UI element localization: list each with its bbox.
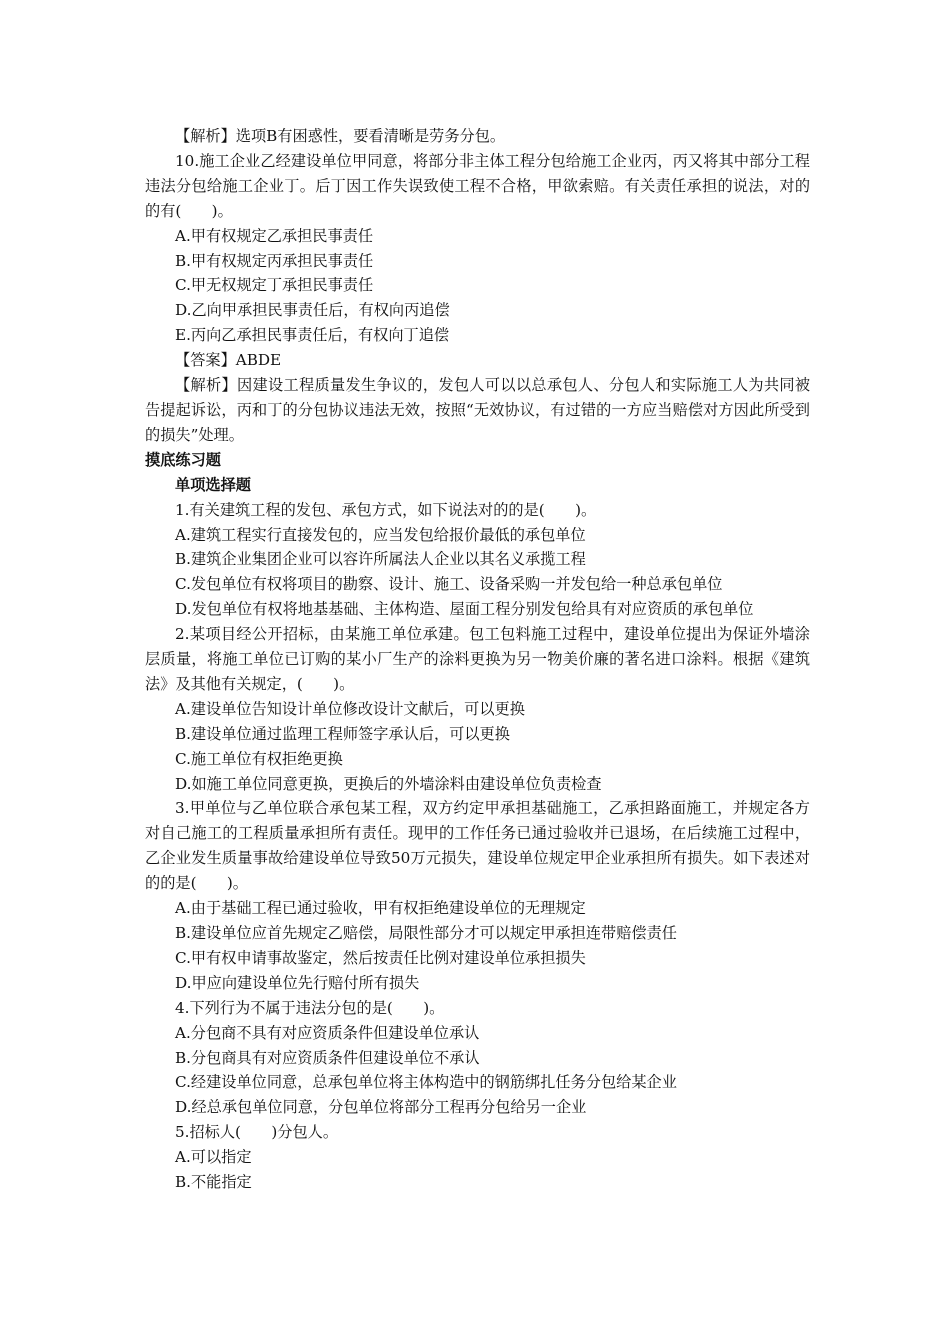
question-10-option-d: D.乙向甲承担民事责任后，有权向丙追偿	[175, 301, 450, 320]
subsection-title: 单项选择题	[175, 475, 251, 494]
question-10-answer: 【答案】ABDE	[175, 351, 282, 370]
question-2-option-a: A.建设单位告知设计单位修改设计文献后，可以更换	[175, 699, 525, 718]
question-3-option-a: A.由于基础工程已通过验收，甲有权拒绝建设单位的无理规定	[175, 899, 586, 918]
question-3-option-d: D.甲应向建设单位先行赔付所有损失	[175, 973, 420, 992]
question-10-analysis: 【解析】因建设工程质量发生争议的，发包人可以以总承包人、分包人和实际施工人为共同被告提起诉讼，丙和丁的分包协议违法无效，按照“无效协议，有过错的一方应当赔偿对方因此所受到的损失”处理。	[145, 376, 810, 444]
question-1-stem: 1.有关建筑工程的发包、承包方式，如下说法对的的是( )。	[175, 500, 597, 519]
question-4-option-c: C.经建设单位同意，总承包单位将主体构造中的钢筋绑扎任务分包给某企业	[175, 1073, 677, 1092]
question-4-option-b: B.分包商具有对应资质条件但建设单位不承认	[175, 1048, 480, 1067]
question-10-option-c: C.甲无权规定丁承担民事责任	[175, 276, 374, 295]
question-10-stem: 10.施工企业乙经建设单位甲同意，将部分非主体工程分包给施工企业丙，丙又将其中部分工程违法分包给施工企业丁。后丁因工作失误致使工程不合格，甲欲索赔。有关责任承担的说法，对的的有( )。	[145, 151, 810, 220]
question-4-option-a: A.分包商不具有对应资质条件但建设单位承认	[175, 1023, 480, 1042]
question-2-option-c: C.施工单位有权拒绝更换	[175, 749, 343, 768]
section-title: 摸底练习题	[145, 450, 221, 469]
question-5-stem: 5.招标人( )分包人。	[175, 1123, 339, 1142]
question-1-option-c: C.发包单位有权将项目的勘察、设计、施工、设备采购一并发包给一种总承包单位	[175, 575, 723, 594]
question-10-option-a: A.甲有权规定乙承担民事责任	[175, 226, 374, 245]
question-4-stem: 4.下列行为不属于违法分包的是( )。	[175, 998, 445, 1017]
question-2-option-b: B.建设单位通过监理工程师签字承认后，可以更换	[175, 724, 510, 743]
question-4-option-d: D.经总承包单位同意，分包单位将部分工程再分包给另一企业	[175, 1098, 587, 1117]
question-10-option-e: E.丙向乙承担民事责任后，有权向丁追偿	[175, 326, 450, 345]
question-1-option-b: B.建筑企业集团企业可以容许所属法人企业以其名义承揽工程	[175, 550, 586, 569]
prev-analysis: 【解析】选项B有困惑性，要看清晰是劳务分包。	[175, 127, 506, 145]
document-page	[145, 124, 810, 1195]
question-1-option-a: A.建筑工程实行直接发包的，应当发包给报价最低的承包单位	[175, 525, 586, 544]
question-10-option-b: B.甲有权规定丙承担民事责任	[175, 251, 374, 270]
question-2-stem: 2.某项目经公开招标，由某施工单位承建。包工包料施工过程中，建设单位提出为保证外墙涂层质量，将施工单位已订购的某小厂生产的涂料更换为另一物美价廉的著名进口涂料。根据《建筑法》及其他有关规定，( )。	[145, 625, 810, 693]
question-1-option-d: D.发包单位有权将地基基础、主体构造、屋面工程分别发包给具有对应资质的承包单位	[175, 600, 754, 619]
question-5-option-a: A.可以指定	[175, 1148, 252, 1167]
question-3-option-b: B.建设单位应首先规定乙赔偿，局限性部分才可以规定甲承担连带赔偿责任	[175, 924, 677, 942]
question-5-option-b: B.不能指定	[175, 1173, 252, 1192]
question-3-stem: 3.甲单位与乙单位联合承包某工程，双方约定甲承担基础施工，乙承担路面施工，并规定各方对自己施工的工程质量承担所有责任。现甲的工作任务已通过验收并已退场，在后续施工过程中，乙企业发生质量事故给建设单位导致50万元损失，建设单位规定甲企业承担所有损失。如下表述对的的是( )。	[145, 799, 810, 893]
question-2-option-d: D.如施工单位同意更换，更换后的外墙涂料由建设单位负责检查	[175, 774, 602, 793]
question-3-option-c: C.甲有权申请事故鉴定，然后按责任比例对建设单位承担损失	[175, 948, 586, 967]
